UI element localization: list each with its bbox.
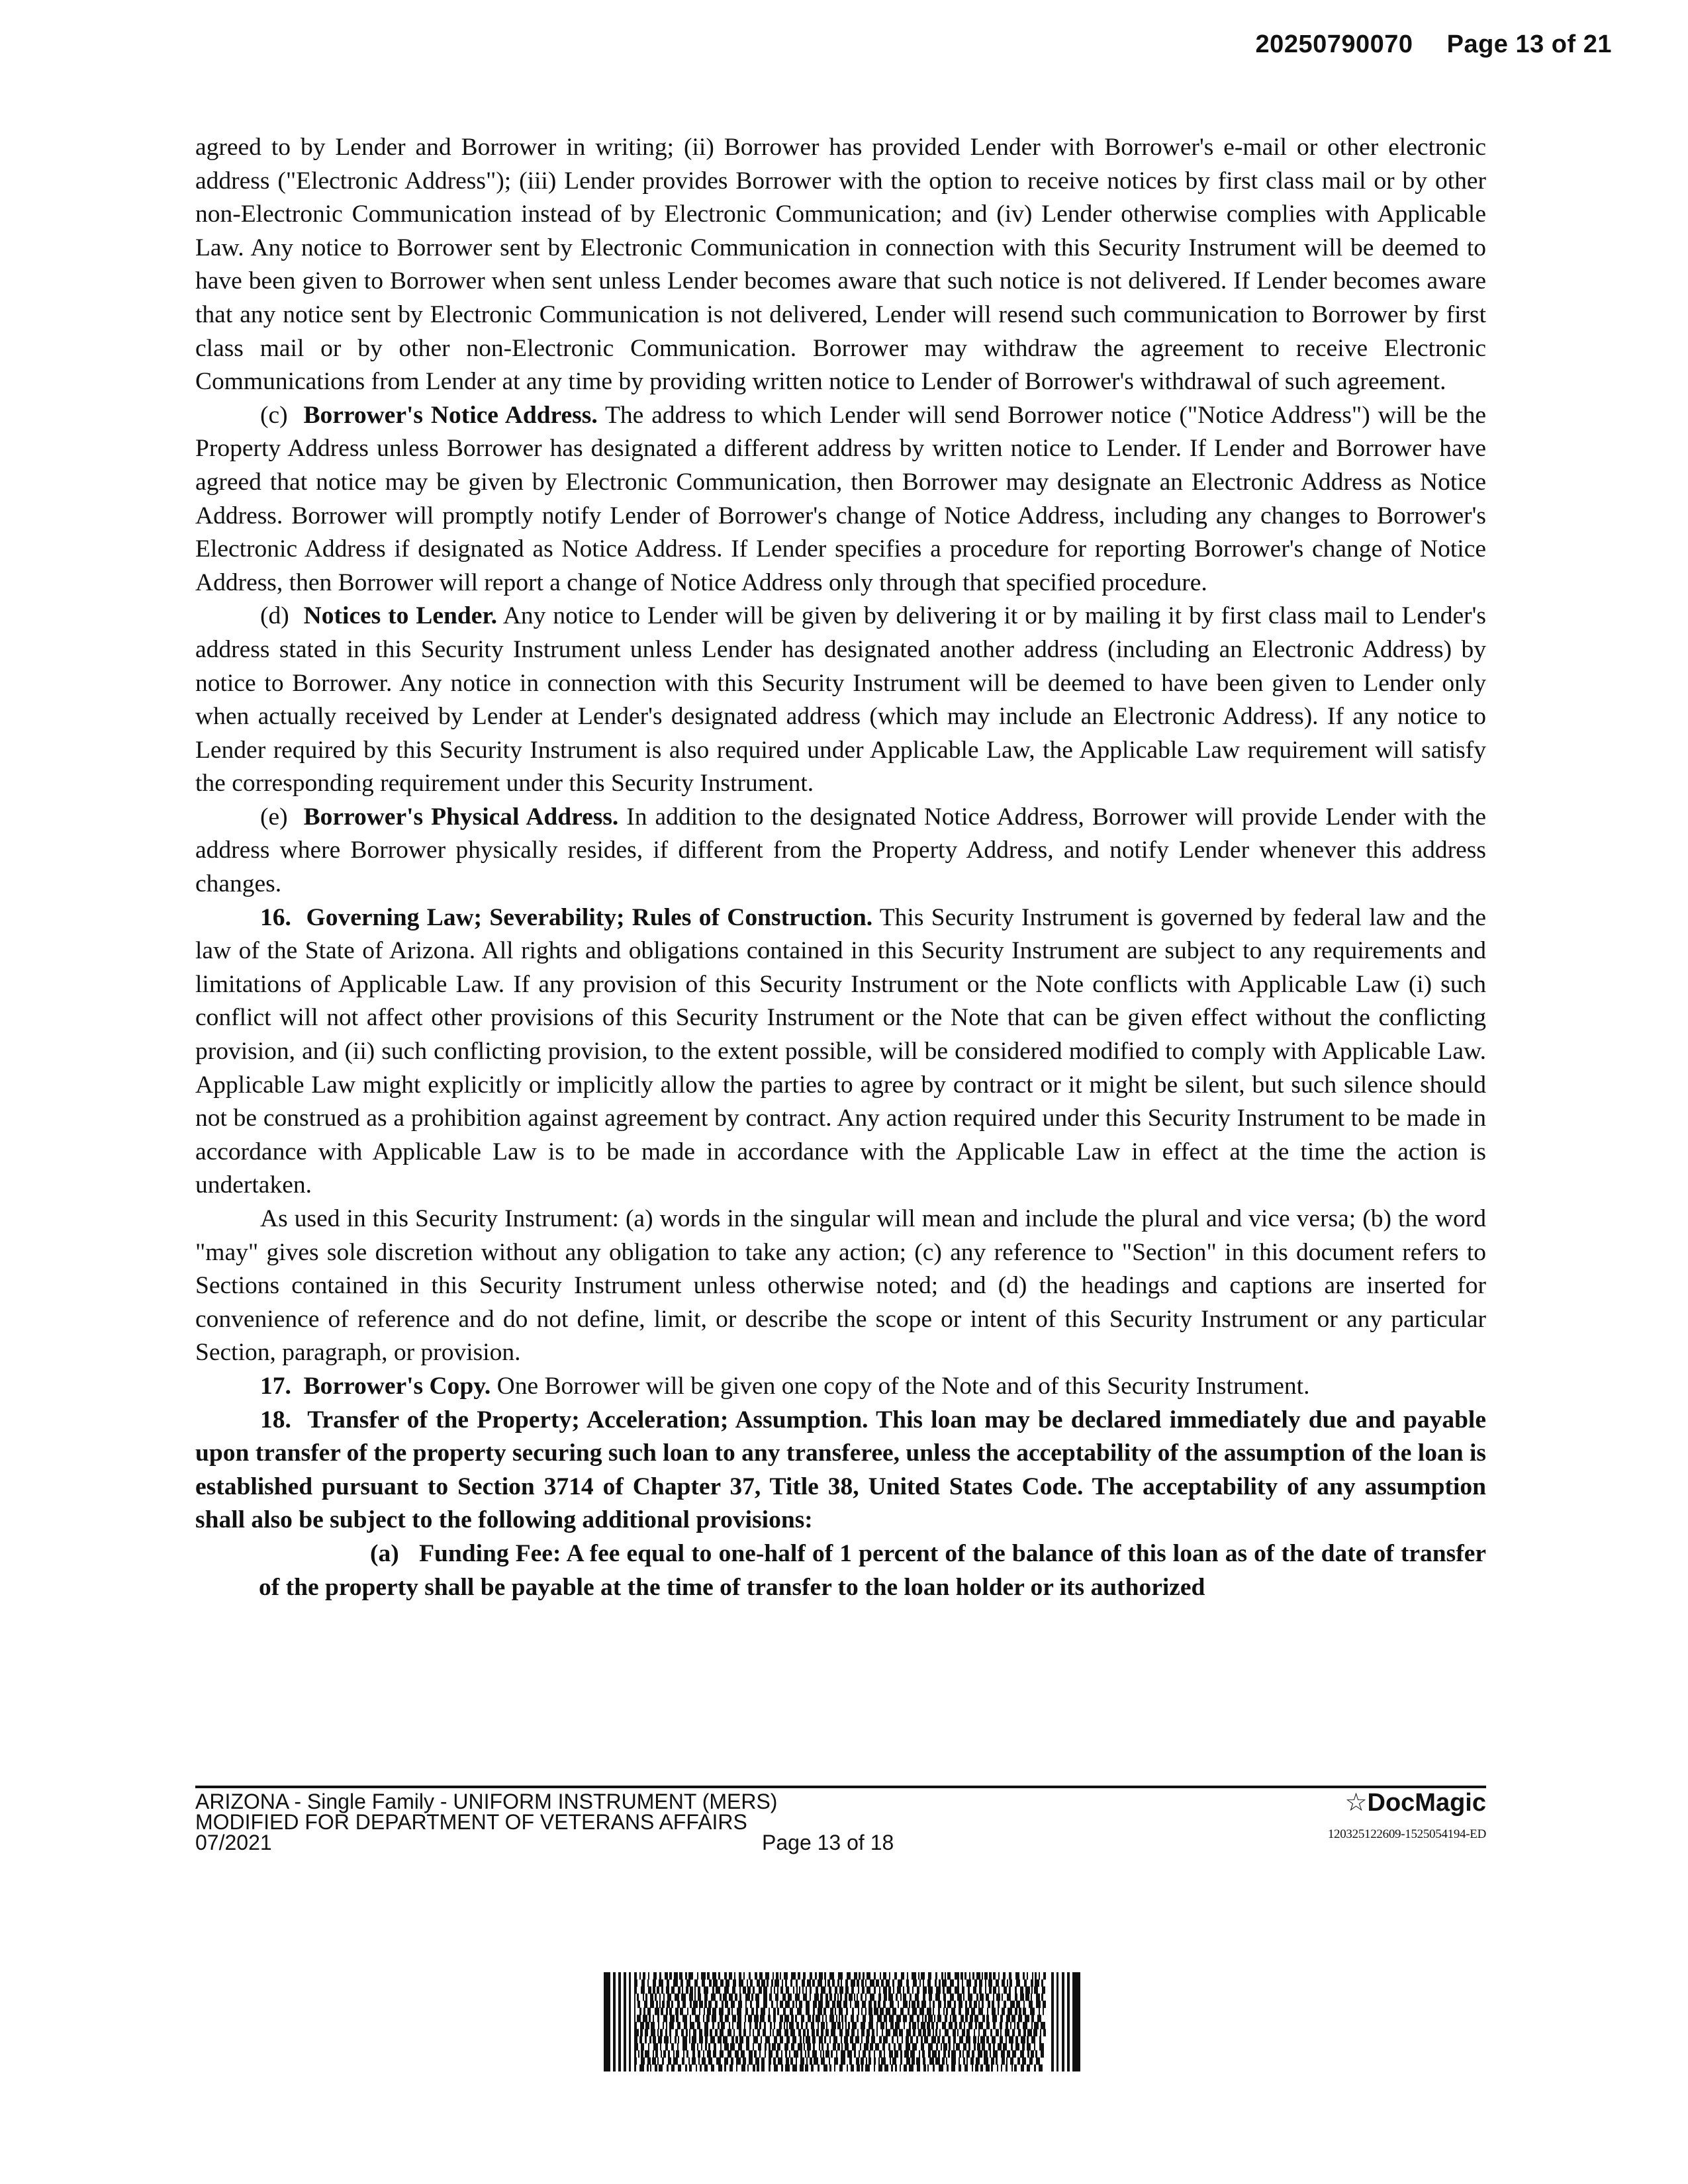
paragraph-physical-address	[195, 801, 1486, 901]
paragraph-electronic-communication: agreed to by Lender and Borrower in writing; (ii) Borrower has provided Lender with Borrower's e-mail or other electronic address ("Electronic Address"); (iii) Lender provides Borrower with the option to receive notices by first class mail or by other non-Electronic Communication instead of by Electronic Communication; and (iv) Lender otherwise complies with Applicable Law. Any notice to Borrower sent by Electronic Communication in connection with this Security Instrument will be deemed to have been given to Borrower when sent unless Lender becomes aware that such notice is not delivered. If Lender becomes aware that any notice sent by Electronic Communication is not delivered, Lender will resend such communication to Borrower by first class mail or by other non-Electronic Communication. Borrower may withdraw the agreement to receive Electronic Communications from Lender at any time by providing written notice to Lender of Borrower's withdrawal of such agreement.	[195, 134, 1486, 396]
brand-name: DocMagic	[1367, 1789, 1486, 1817]
page-label: Page 13 of 21	[1446, 30, 1612, 58]
clause-heading: Borrower's Physical Address.	[303, 803, 619, 831]
clause-label: (c)	[260, 401, 288, 429]
paragraph-notices-to-lender	[195, 600, 1486, 801]
clause-text: In addition to the designated Notice Address, Borrower will provide Lender with the address where Borrower physically resides, if different from the Property Address, and notify Lender whenever this address changes.	[195, 803, 1486, 898]
footer-form-title: ARIZONA - Single Family - UNIFORM INSTRUMENT (MERS)	[195, 1790, 778, 1813]
footer-document-code: 120325122609-1525054194-ED	[1327, 1827, 1486, 1841]
clause-heading: Borrower's Notice Address.	[303, 401, 598, 429]
section-number: 18.	[260, 1406, 291, 1433]
paragraph-rules-of-construction: As used in this Security Instrument: (a) words in the singular will mean and include the plural and vice versa; (b) the word "may" gives sole discretion without any obligation to take any action; (c) any reference to "Section" in this document refers to Sections contained in this Security Instrument unless otherwise noted; and (d) the headings and captions are inserted for convenience of reference and do not define, limit, or describe the scope or intent of this Security Instrument or any particular Section, paragraph, or provision.	[195, 1205, 1486, 1367]
footer-page-number: Page 13 of 18	[762, 1831, 894, 1854]
clause-heading: Notices to Lender.	[303, 602, 497, 630]
section-text: One Borrower will be given one copy of the Note and of this Security Instrument.	[496, 1372, 1310, 1400]
paragraph-notice-address	[195, 399, 1486, 600]
paragraph-funding-fee	[195, 1537, 1486, 1604]
section-heading: Governing Law; Severability; Rules of Construction.	[306, 903, 873, 931]
section-heading: Borrower's Copy.	[303, 1372, 491, 1400]
barcode-icon	[604, 1972, 1080, 2071]
page-header	[1256, 30, 1612, 59]
docmagic-logo	[1344, 1789, 1486, 1817]
clause-text: The address to which Lender will send Borrower notice ("Notice Address") will be the Property Address unless Borrower has designated a different address by written notice to Lender. If Lender and Borrower have agreed that notice may be given by Electronic Communication, then Borrower may designate an Electronic Address as Notice Address. Borrower will promptly notify Lender of Borrower's change of Notice Address, including any changes to Borrower's Electronic Address if designated as Notice Address. If Lender specifies a procedure for reporting Borrower's change of Notice Address, then Borrower will report a change of Notice Address only through that specified procedure.	[195, 401, 1486, 596]
footer-form-date: 07/2021	[195, 1831, 272, 1854]
clause-label: (d)	[260, 602, 289, 630]
clause-text: Any notice to Lender will be given by delivering it or by mailing it by first class mail to Lender's address stated in this Security Instrument unless Lender has designated another address (including an Electronic Address) by notice to Borrower. Any notice in connection with this Security Instrument will be deemed to have been given to Lender only when actually received by Lender at Lender's designated address (which may include an Electronic Address). If any notice to Lender required by this Security Instrument is also required under Applicable Law, the Applicable Law requirement will satisfy the corresponding requirement under this Security Instrument.	[195, 602, 1487, 797]
clause-text: A fee equal to one-half of 1 percent of the balance of this loan as of the date of transfer of the property shall be payable at the time of transfer to the loan holder or its authorized	[259, 1539, 1486, 1601]
page-footer	[195, 1791, 1486, 1864]
footer-divider	[195, 1786, 1486, 1788]
section-number: 16.	[260, 903, 291, 931]
section-text: This Security Instrument is governed by federal law and the law of the State of Arizona. All rights and obligations contained in this Security Instrument are subject to any requirements and limitations of Applicable Law. If any provision of this Security Instrument or the Note conflicts with Applicable Law (i) such conflict will not affect other provisions of this Security Instrument or the Note that can be given effect without the conflicting provision, and (ii) such conflicting provision, to the extent possible, will be considered modified to comply with Applicable Law. Applicable Law might explicitly or implicitly allow the parties to agree by contract or it might be silent, but such silence should not be construed as a prohibition against agreement by contract. Any action required under this Security Instrument to be made in accordance with Applicable Law is to be made in accordance with the Applicable Law in effect at the time the action is undertaken.	[195, 903, 1487, 1199]
footer-form-modifier: MODIFIED FOR DEPARTMENT OF VETERANS AFFAIRS	[195, 1810, 747, 1834]
document-body	[195, 131, 1486, 1604]
star-icon: ☆	[1344, 1789, 1368, 1817]
section-17-borrowers-copy	[195, 1370, 1486, 1404]
clause-label: (a)	[370, 1539, 399, 1567]
section-text: This loan may be declared immediately due and payable upon transfer of the property securing such loan to any transferee, unless the acceptability of the assumption of the loan is established pursuant to Section 3714 of Chapter 37, Title 38, United States Code. The acceptability of any assumption shall also be subject to the following additional provisions:	[195, 1406, 1486, 1534]
section-18-transfer-of-property	[195, 1404, 1486, 1537]
section-number: 17.	[260, 1372, 291, 1400]
section-16-governing-law	[195, 901, 1486, 1203]
clause-label: (e)	[260, 803, 288, 831]
document-number: 20250790070	[1255, 30, 1413, 58]
section-heading: Transfer of the Property; Acceleration; Assumption.	[307, 1406, 868, 1433]
clause-heading: Funding Fee:	[419, 1539, 561, 1567]
